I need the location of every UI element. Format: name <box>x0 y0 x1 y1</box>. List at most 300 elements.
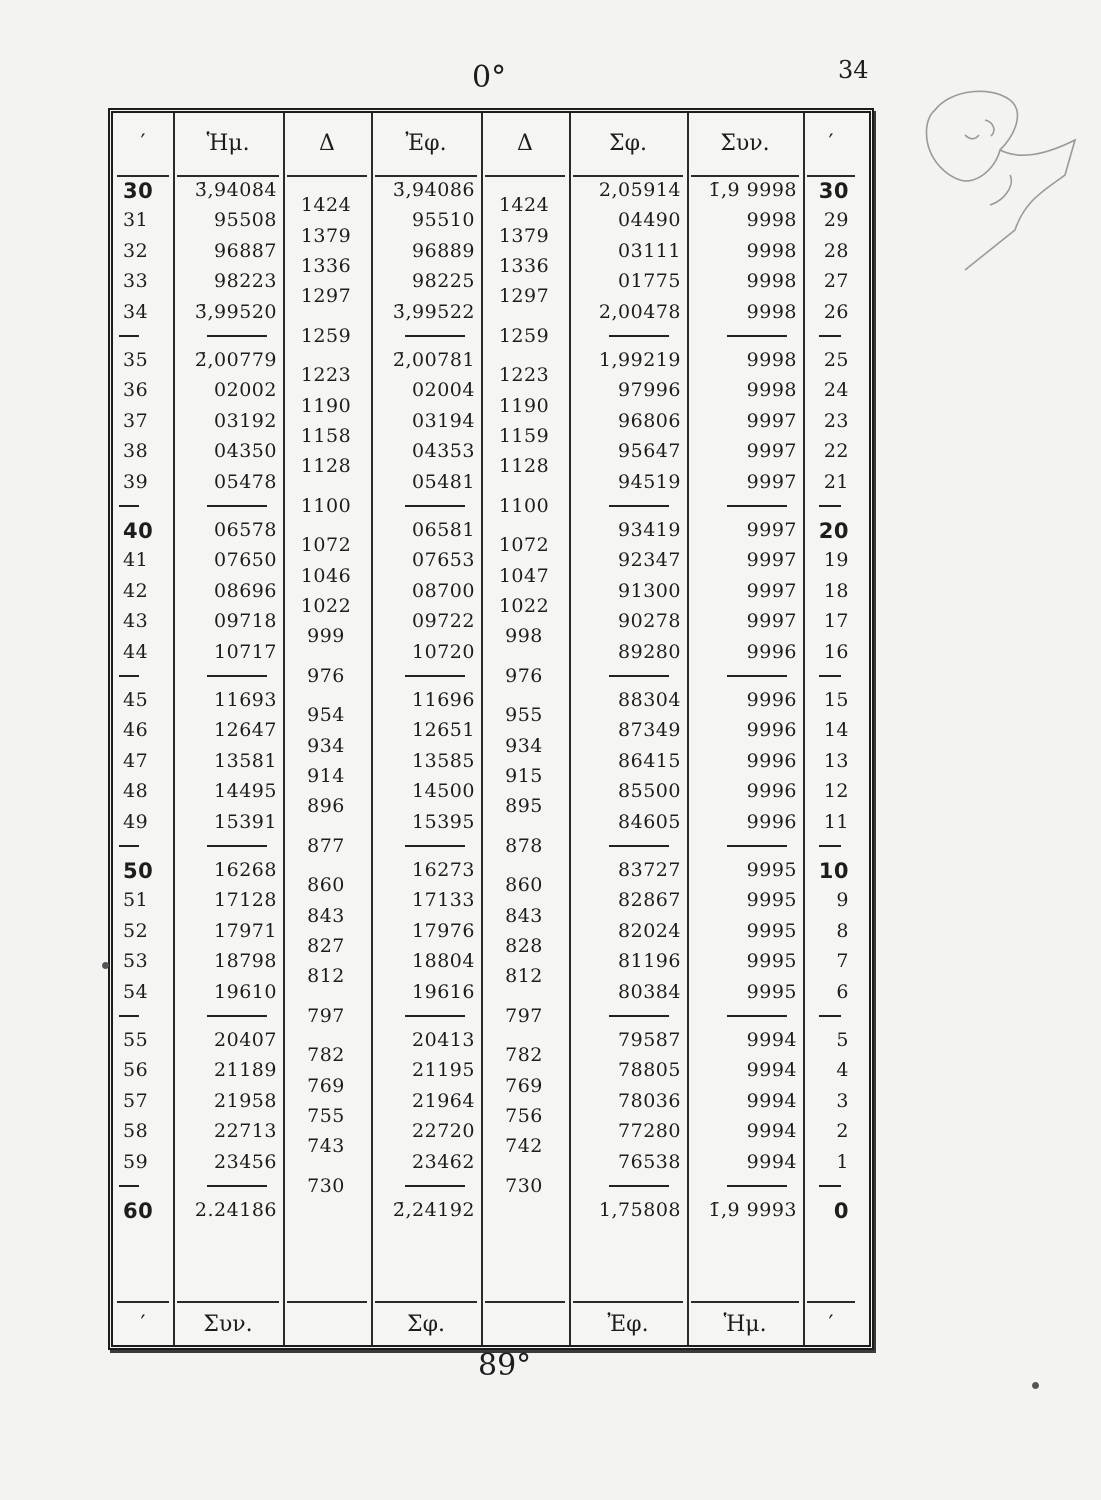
footer-cell <box>287 1301 367 1345</box>
ink-speck <box>1032 1382 1039 1389</box>
difference-cell: 1128 <box>498 455 550 478</box>
difference-cell: 955 <box>505 704 543 727</box>
cotangent-cell: 95647 <box>618 440 681 463</box>
group-rule <box>405 1015 465 1017</box>
sine-cell: 17128 <box>214 889 277 912</box>
minute-complement-cell: 30 <box>818 179 849 203</box>
header-cell <box>485 113 565 177</box>
cotangent-cell: 83727 <box>618 859 681 881</box>
tangent-cell: 17976 <box>412 919 475 942</box>
minute-cell: 49 <box>123 810 149 833</box>
minute-complement-cell: 9 <box>836 889 849 912</box>
tangent-cell: 13585 <box>412 749 475 772</box>
difference-cell: 828 <box>505 935 543 957</box>
cosine-cell: 9996 <box>746 780 797 803</box>
difference-cell: 1259 <box>300 324 352 347</box>
column-header: Ἐφ. <box>405 131 447 156</box>
tangent-cell: 21195 <box>412 1059 475 1082</box>
minute-cell: 37 <box>123 409 149 432</box>
minute-cell: 31 <box>123 209 149 232</box>
tangent-cell: 17133 <box>412 889 475 912</box>
difference-cell: 812 <box>307 965 345 988</box>
cosine-cell: 9994 <box>746 1150 797 1173</box>
minute-cell: 36 <box>123 379 149 402</box>
log-table <box>108 108 874 1350</box>
difference-cell: 843 <box>505 904 543 927</box>
minute-cell: 30 <box>123 179 154 203</box>
footer-cell <box>485 1301 565 1345</box>
column-rule <box>481 113 483 1345</box>
cosine-cell: 9997 <box>746 409 797 432</box>
difference-cell: 756 <box>505 1105 543 1127</box>
cosine-cell: 9998 <box>746 209 797 232</box>
group-rule <box>207 845 267 847</box>
tangent-cell: 04353 <box>412 440 475 463</box>
minute-cell: 56 <box>123 1059 149 1082</box>
minute-complement-cell: 17 <box>823 610 849 633</box>
group-rule <box>609 1185 669 1187</box>
header-cell <box>691 113 799 177</box>
margin-sketch <box>905 80 1085 280</box>
sine-cell: 06578 <box>214 519 277 541</box>
group-rule <box>405 675 465 677</box>
minute-complement-cell: 21 <box>823 470 849 493</box>
cotangent-cell: 2,00478 <box>598 300 681 323</box>
footer-cell <box>573 1301 683 1345</box>
footer-cell <box>691 1301 799 1345</box>
difference-cell: 1100 <box>498 494 550 517</box>
sine-cell: 21189 <box>214 1059 277 1082</box>
cosine-cell: 9994 <box>746 1120 797 1143</box>
minute-complement-cell: 0 <box>833 1199 849 1223</box>
minute-cell: 35 <box>123 349 149 371</box>
minute-cell: 57 <box>123 1089 149 1112</box>
group-rule <box>119 675 139 677</box>
column-footer: ′ <box>828 1312 834 1337</box>
difference-cell: 755 <box>307 1105 345 1127</box>
difference-cell: 769 <box>505 1074 543 1097</box>
sine-cell: 05478 <box>214 470 277 493</box>
difference-cell: 1046 <box>300 564 352 587</box>
column-header: Συν. <box>720 131 770 156</box>
page-number: 34 <box>838 56 869 84</box>
minute-cell: 47 <box>123 749 149 772</box>
difference-cell: 742 <box>505 1135 543 1158</box>
difference-cell: 1072 <box>300 534 352 557</box>
cotangent-cell: 78036 <box>618 1089 681 1112</box>
cosine-cell: 9998 <box>746 270 797 293</box>
difference-cell: 998 <box>505 625 543 648</box>
header-cell <box>117 113 169 177</box>
sine-cell: 3̄,94084 <box>194 179 277 201</box>
sine-cell: 95508 <box>214 209 277 232</box>
group-rule <box>819 335 841 337</box>
header-rule <box>485 175 565 177</box>
tangent-cell: 06581 <box>412 519 475 541</box>
minute-cell: 55 <box>123 1029 149 1051</box>
cosine-cell: 9998 <box>746 300 797 323</box>
cotangent-cell: 03111 <box>618 239 681 262</box>
degree-bottom: 89° <box>478 1348 532 1383</box>
minute-cell: 59 <box>123 1150 149 1173</box>
difference-cell: 877 <box>307 834 345 857</box>
minute-cell: 32 <box>123 239 149 262</box>
minute-complement-cell: 23 <box>823 409 849 432</box>
tangent-cell: 07653 <box>412 549 475 572</box>
cotangent-cell: 94519 <box>618 470 681 493</box>
header-cell <box>375 113 477 177</box>
header-rule <box>807 175 855 177</box>
group-rule <box>119 335 139 337</box>
difference-cell: 999 <box>307 625 345 648</box>
sine-cell: 03192 <box>214 409 277 432</box>
group-rule <box>207 675 267 677</box>
sine-cell: 15391 <box>214 810 277 833</box>
difference-cell: 843 <box>307 904 345 927</box>
minute-complement-cell: 20 <box>818 519 849 543</box>
cotangent-cell: 01775 <box>618 270 681 293</box>
group-rule <box>819 845 841 847</box>
group-rule <box>727 1185 787 1187</box>
group-rule <box>727 675 787 677</box>
tangent-cell: 16273 <box>412 859 475 881</box>
tangent-cell: 98225 <box>412 270 475 293</box>
cosine-cell: 9994 <box>746 1059 797 1082</box>
difference-cell: 730 <box>505 1174 543 1197</box>
cosine-cell: 1̄,9 9993 <box>708 1199 797 1221</box>
minute-complement-cell: 7 <box>836 950 849 973</box>
difference-cell: 1190 <box>300 394 352 417</box>
group-rule <box>609 675 669 677</box>
difference-cell: 1379 <box>300 224 352 247</box>
difference-cell: 934 <box>505 734 543 757</box>
group-rule <box>405 335 465 337</box>
minute-cell: 50 <box>123 859 154 883</box>
minute-complement-cell: 11 <box>823 810 849 833</box>
cotangent-cell: 78805 <box>618 1059 681 1082</box>
minute-complement-cell: 12 <box>823 780 849 803</box>
difference-cell: 1128 <box>300 455 352 478</box>
column-rule <box>687 113 689 1345</box>
difference-cell: 1223 <box>498 364 550 387</box>
cosine-cell: 9995 <box>746 980 797 1003</box>
group-rule <box>405 1185 465 1187</box>
difference-cell: 730 <box>307 1174 345 1197</box>
footer-cell <box>807 1301 855 1345</box>
group-rule <box>119 845 139 847</box>
difference-cell: 1259 <box>498 324 550 347</box>
cosine-cell: 9996 <box>746 640 797 663</box>
minute-complement-cell: 29 <box>823 209 849 232</box>
tangent-cell: 14500 <box>412 780 475 803</box>
minute-cell: 54 <box>123 980 149 1003</box>
group-rule <box>727 845 787 847</box>
tangent-cell: 18804 <box>412 950 475 973</box>
header-cell <box>573 113 683 177</box>
minute-cell: 52 <box>123 919 149 942</box>
cosine-cell: 9997 <box>746 519 797 541</box>
difference-cell: 976 <box>307 664 345 687</box>
cosine-cell: 9996 <box>746 719 797 742</box>
column-rule <box>803 113 805 1345</box>
sine-cell: 23456 <box>214 1150 277 1173</box>
tangent-cell: 3̄,94086 <box>392 179 475 201</box>
difference-cell: 954 <box>307 704 345 727</box>
difference-cell: 915 <box>505 765 543 787</box>
header-rule <box>177 175 279 177</box>
minute-complement-cell: 26 <box>823 300 849 323</box>
difference-cell: 743 <box>307 1135 345 1158</box>
footer-cell <box>375 1301 477 1345</box>
column-footer: Ἐφ. <box>607 1312 649 1337</box>
tangent-cell: 15395 <box>412 810 475 833</box>
cosine-cell: 9997 <box>746 549 797 572</box>
minute-complement-cell: 1 <box>836 1150 849 1173</box>
minute-complement-cell: 10 <box>818 859 849 883</box>
sine-cell: 10717 <box>214 640 277 663</box>
cotangent-cell: 81196 <box>618 950 681 973</box>
difference-cell: 896 <box>307 795 345 818</box>
cotangent-cell: 80384 <box>618 980 681 1003</box>
minute-cell: 44 <box>123 640 149 663</box>
difference-cell: 1424 <box>498 194 550 217</box>
tangent-cell: 2̄,24192 <box>392 1199 475 1221</box>
cosine-cell: 9995 <box>746 859 797 881</box>
group-rule <box>119 1185 139 1187</box>
header-rule <box>117 175 169 177</box>
cotangent-cell: 04490 <box>618 209 681 232</box>
cosine-cell: 9998 <box>746 239 797 262</box>
tangent-cell: 19616 <box>412 980 475 1003</box>
difference-cell: 1379 <box>498 224 550 247</box>
group-rule <box>609 335 669 337</box>
difference-cell: 914 <box>307 765 345 787</box>
sine-cell: 19610 <box>214 980 277 1003</box>
column-rule <box>173 113 175 1345</box>
tangent-cell: 11696 <box>412 689 475 711</box>
difference-cell: 895 <box>505 795 543 818</box>
minute-cell: 33 <box>123 270 149 293</box>
column-header: ′ <box>140 131 146 156</box>
minute-complement-cell: 27 <box>823 270 849 293</box>
column-header: Ἡμ. <box>206 131 250 156</box>
cosine-cell: 9997 <box>746 470 797 493</box>
difference-cell: 1072 <box>498 534 550 557</box>
minute-cell: 40 <box>123 519 154 543</box>
column-header: Σφ. <box>609 131 647 156</box>
cosine-cell: 9994 <box>746 1029 797 1051</box>
header-cell <box>287 113 367 177</box>
difference-cell: 1297 <box>498 285 550 308</box>
minute-complement-cell: 19 <box>823 549 849 572</box>
cotangent-cell: 84605 <box>618 810 681 833</box>
difference-cell: 812 <box>505 965 543 988</box>
cosine-cell: 9998 <box>746 349 797 371</box>
minute-cell: 45 <box>123 689 149 711</box>
sine-cell: 09718 <box>214 610 277 633</box>
group-rule <box>207 505 267 507</box>
column-header: Δ <box>517 131 533 156</box>
tangent-cell: 03194 <box>412 409 475 432</box>
group-rule <box>609 505 669 507</box>
group-rule <box>609 1015 669 1017</box>
group-rule <box>819 1015 841 1017</box>
difference-cell: 782 <box>505 1044 543 1067</box>
minute-cell: 46 <box>123 719 149 742</box>
cotangent-cell: 89280 <box>618 640 681 663</box>
header-rule <box>573 175 683 177</box>
cotangent-cell: 91300 <box>618 579 681 602</box>
cosine-cell: 9996 <box>746 689 797 711</box>
group-rule <box>609 845 669 847</box>
group-rule <box>119 1015 139 1017</box>
tangent-cell: 96889 <box>412 239 475 262</box>
minute-cell: 43 <box>123 610 149 633</box>
cotangent-cell: 1,75808 <box>598 1199 681 1221</box>
tangent-cell: 05481 <box>412 470 475 493</box>
cotangent-cell: 85500 <box>618 780 681 803</box>
column-rule <box>283 113 285 1345</box>
difference-cell: 797 <box>505 1004 543 1027</box>
tangent-cell: 21964 <box>412 1089 475 1112</box>
cotangent-cell: 90278 <box>618 610 681 633</box>
sine-cell: 20407 <box>214 1029 277 1051</box>
difference-cell: 1297 <box>300 285 352 308</box>
group-rule <box>119 505 139 507</box>
group-rule <box>207 1015 267 1017</box>
minute-cell: 51 <box>123 889 149 912</box>
group-rule <box>207 1185 267 1187</box>
difference-cell: 860 <box>505 874 543 897</box>
cosine-cell: 9994 <box>746 1089 797 1112</box>
group-rule <box>819 675 841 677</box>
difference-cell: 1424 <box>300 194 352 217</box>
minute-complement-cell: 14 <box>823 719 849 742</box>
cotangent-cell: 2,05914 <box>598 179 681 201</box>
difference-cell: 1223 <box>300 364 352 387</box>
minute-cell: 41 <box>123 549 149 572</box>
sine-cell: 07650 <box>214 549 277 572</box>
minute-complement-cell: 5 <box>836 1029 849 1051</box>
difference-cell: 827 <box>307 935 345 957</box>
minute-complement-cell: 13 <box>823 749 849 772</box>
column-rule <box>569 113 571 1345</box>
minute-complement-cell: 2 <box>836 1120 849 1143</box>
group-rule <box>819 1185 841 1187</box>
tangent-cell: 3̄,99522 <box>392 300 475 323</box>
difference-cell: 1336 <box>498 255 550 277</box>
cotangent-cell: 88304 <box>618 689 681 711</box>
cotangent-cell: 92347 <box>618 549 681 572</box>
cotangent-cell: 1,99219 <box>598 349 681 371</box>
header-rule <box>691 175 799 177</box>
cotangent-cell: 87349 <box>618 719 681 742</box>
sine-cell: 2.24186 <box>194 1199 277 1221</box>
tangent-cell: 23462 <box>412 1150 475 1173</box>
sine-cell: 3̄,99520 <box>194 300 277 323</box>
difference-cell: 782 <box>307 1044 345 1067</box>
tangent-cell: 09722 <box>412 610 475 633</box>
difference-cell: 797 <box>307 1004 345 1027</box>
difference-cell: 1022 <box>300 595 352 617</box>
sine-cell: 11693 <box>214 689 277 711</box>
column-footer: Ἡμ. <box>723 1312 767 1337</box>
tangent-cell: 2̄,00781 <box>392 349 475 371</box>
sine-cell: 17971 <box>214 919 277 942</box>
tangent-cell: 95510 <box>412 209 475 232</box>
minute-complement-cell: 8 <box>836 919 849 942</box>
difference-cell: 769 <box>307 1074 345 1097</box>
cosine-cell: 9997 <box>746 440 797 463</box>
column-header: ′ <box>828 131 834 156</box>
minute-complement-cell: 25 <box>823 349 849 371</box>
tangent-cell: 10720 <box>412 640 475 663</box>
sine-cell: 02002 <box>214 379 277 402</box>
cosine-cell: 9995 <box>746 889 797 912</box>
difference-cell: 860 <box>307 874 345 897</box>
header-rule <box>287 175 367 177</box>
column-footer: ′ <box>140 1312 146 1337</box>
tangent-cell: 08700 <box>412 579 475 602</box>
cosine-cell: 9998 <box>746 379 797 402</box>
difference-cell: 1047 <box>498 564 550 587</box>
column-footer: Σφ. <box>407 1312 445 1337</box>
sine-cell: 98223 <box>214 270 277 293</box>
cosine-cell: 1̄,9 9998 <box>708 179 797 201</box>
group-rule <box>727 505 787 507</box>
group-rule <box>207 335 267 337</box>
cotangent-cell: 82867 <box>618 889 681 912</box>
ink-speck <box>102 962 109 969</box>
difference-cell: 1190 <box>498 394 550 417</box>
cotangent-cell: 86415 <box>618 749 681 772</box>
sine-cell: 2̄,00779 <box>194 349 277 371</box>
header-cell <box>807 113 855 177</box>
footer-cell <box>177 1301 279 1345</box>
sine-cell: 22713 <box>214 1120 277 1143</box>
difference-cell: 934 <box>307 734 345 757</box>
cotangent-cell: 77280 <box>618 1120 681 1143</box>
minute-cell: 42 <box>123 579 149 602</box>
sine-cell: 18798 <box>214 950 277 973</box>
minute-cell: 34 <box>123 300 149 323</box>
group-rule <box>405 505 465 507</box>
minute-complement-cell: 28 <box>823 239 849 262</box>
cosine-cell: 9996 <box>746 749 797 772</box>
sine-cell: 14495 <box>214 780 277 803</box>
sine-cell: 08696 <box>214 579 277 602</box>
difference-cell: 878 <box>505 834 543 857</box>
difference-cell: 1336 <box>300 255 352 277</box>
minute-cell: 48 <box>123 780 149 803</box>
cotangent-cell: 96806 <box>618 409 681 432</box>
cotangent-cell: 93419 <box>618 519 681 541</box>
difference-cell: 1158 <box>300 425 352 447</box>
group-rule <box>405 845 465 847</box>
tangent-cell: 20413 <box>412 1029 475 1051</box>
minute-complement-cell: 24 <box>823 379 849 402</box>
minute-complement-cell: 4 <box>836 1059 849 1082</box>
tangent-cell: 12651 <box>412 719 475 742</box>
column-footer: Συν. <box>203 1312 253 1337</box>
sine-cell: 21958 <box>214 1089 277 1112</box>
header-rule <box>375 175 477 177</box>
sine-cell: 96887 <box>214 239 277 262</box>
cotangent-cell: 79587 <box>618 1029 681 1051</box>
footer-cell <box>117 1301 169 1345</box>
group-rule <box>727 335 787 337</box>
sine-cell: 12647 <box>214 719 277 742</box>
